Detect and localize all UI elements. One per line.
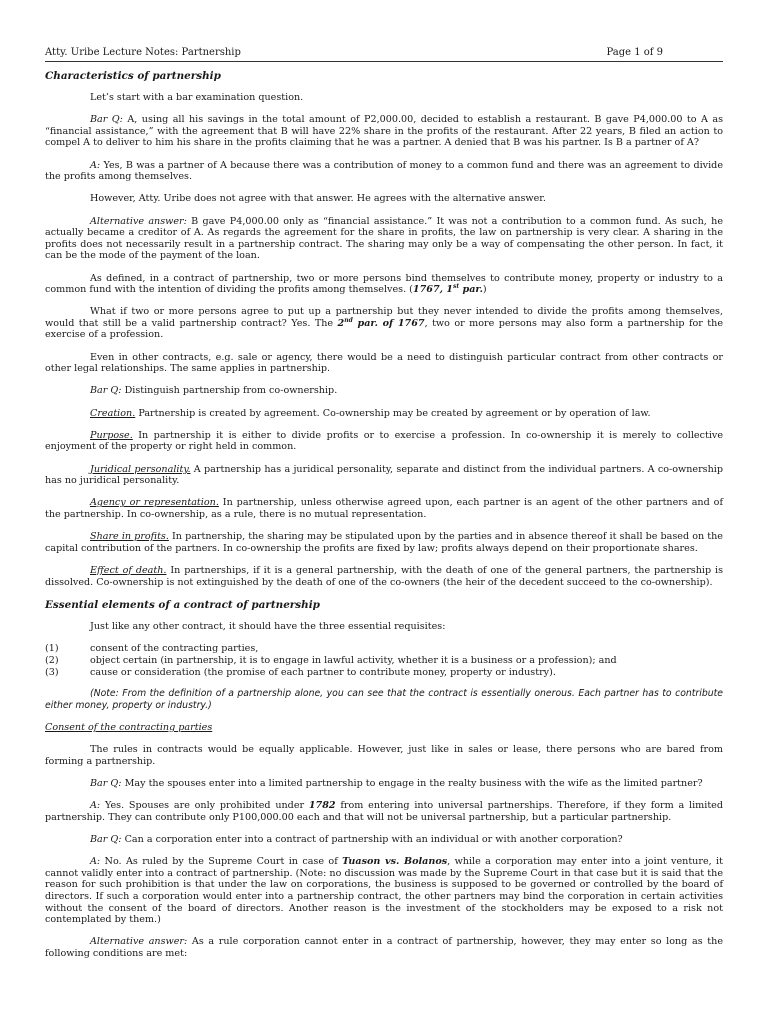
paragraph-bar-question-3: Bar Q: May the spouses enter into a limited partnership to engage in the realty business with the wife as the limited partner? xyxy=(90,778,703,790)
answer-text: Yes, B was a partner of A because there was a contribution of money to a common fund and there was an agreement to divide the profits among themselves. xyxy=(45,159,723,183)
case-citation: Tuason vs. Bolanos xyxy=(342,856,448,868)
distinction-purpose: Purpose. In partnership it is either to divide profits or to exercise a profession. In co-ownership it is merely to collective enjoyment of the property or right held in common. xyxy=(45,429,723,453)
article-citation: 1782 xyxy=(308,800,336,812)
section-heading-characteristics: Characteristics of partnership xyxy=(45,70,221,82)
bar-q-label: Bar Q: xyxy=(90,114,123,126)
definition-citation: 1767, 1st par. xyxy=(412,282,483,296)
paragraph-however: However, Atty. Uribe does not agree with that answer. He agrees with the alternative answer. xyxy=(90,193,546,205)
paragraph-bar-question-4: Bar Q: Can a corporation enter into a contract of partnership with an individual or with another corporation? xyxy=(90,834,623,846)
paragraph-what-if: What if two or more persons agree to put up a partnership but they never intended to divide the profits among themselves, would that still be a valid partnership contract? Yes. The 2nd par. of 1767, two or more persons may also form a partnership for the exercise of a profession. xyxy=(45,306,724,341)
paragraph-answer-4: A: No. As ruled by the Supreme Court in case of Tuason vs. Bolanos, while a corporation may enter into a joint venture, it cannot validly enter into a contract of partnership. (Note: no discussion was made by the Supreme Court in that case but it is said that the reason for such prohibition is that under the law on corporations, the business is supposed to be governed or controlled by the board of directors. If such a corporation would enter into a partnership contract, the other partners may bind the corporation in certain activities without the consent of the board of directors. Another reason is the investment of the stockholders may be exposed to a risk not contemplated by them.) xyxy=(45,856,723,926)
paragraph-bar-question-1 xyxy=(45,114,723,149)
header-title: Atty. Uribe Lecture Notes: Partnership xyxy=(45,47,241,58)
paragraph-definition: As defined, in a contract of partnership, two or more persons bind themselves to contribute money, property or industry to a common fund with the intention of dividing the profits among themselves. (1767, 1st par.) xyxy=(45,272,723,296)
what-if-citation: 2nd par. of 1767 xyxy=(337,316,425,329)
paragraph-intro: Let’s start with a bar examination question. xyxy=(90,92,304,103)
paragraph-requisites-intro: Just like any other contract, it should have the three essential requisites: xyxy=(90,620,446,632)
paragraph-alternative-answer-2: Alternative answer: As a rule corporation cannot enter in a contract of partnership, however, they may enter so long as the following conditions are met: xyxy=(45,936,723,959)
what-if-text: What if two or more persons agree to put up a partnership but they never intended to divide the profits among themselves, would that still be a valid partnership contract? Yes. The xyxy=(45,306,723,329)
answer-label: A: xyxy=(90,159,101,171)
list-item: (1) consent of the contracting parties, xyxy=(45,642,259,654)
paragraph-answer-3: A: Yes. Spouses are only prohibited under 1782 from entering into universal partnerships. Therefore, if they form a limited partnership. They can contribute only P100,000.00 each and that will not be universal partnership, but a particular partnership. xyxy=(45,800,723,823)
alt-answer-label: Alternative answer: xyxy=(90,215,187,227)
paragraph-other-contracts: Even in other contracts, e.g. sale or agency, there would be a need to distinguish particular contract from other contracts or other legal relationships. The same applies in partnership. xyxy=(45,351,723,375)
requisites-list xyxy=(45,643,723,678)
paragraph-rules: The rules in contracts would be equally applicable. However, just like in sales or lease, there persons who are bared from forming a partnership. xyxy=(45,744,723,767)
distinction-creation: Creation. Partnership is created by agreement. Co-ownership may be created by agreement or by operation of law. xyxy=(90,407,651,419)
header-rule xyxy=(45,61,723,62)
alt-answer-text: B gave P4,000.00 only as “financial assistance.” It was not a contribution to a common fund. As such, he actually became a creditor of A. As regards the agreement for the share in profits, the law on partnership is very clear. A sharing in the profits does not necessarily result in a partnership contract. The sharing may only be a way of compensating the other person. In fact, it can be the mode of the payment of the loan. xyxy=(45,215,723,262)
paragraph-alternative-answer xyxy=(45,216,723,262)
paragraph-note: (Note: From the definition of a partnership alone, you can see that the contract is essentially onerous. Each partner has to contribute either money, property or industry.) xyxy=(45,688,723,711)
distinction-agency: Agency or representation. In partnership, unless otherwise agreed upon, each partner is an agent of the other partners and of the partnership. In co-ownership, as a rule, there is no mutual representation. xyxy=(45,497,723,520)
definition-text: As defined, in a contract of partnership, two or more persons bind themselves to contribute money, property or industry to a common fund with the intention of dividing the profits among themselves. ( xyxy=(45,272,723,296)
distinction-effect-of-death: Effect of death. In partnerships, if it is a general partnership, with the death of one of the general partners, the partnership is dissolved. Co-ownership is not extinguished by the death of one of the co-owners (the heir of the decedent succeed to the co-ownership). xyxy=(45,564,723,588)
page-header xyxy=(45,46,723,60)
list-item: (2) object certain (in partnership, it is to engage in lawful activity, whether it is a business or a profession); and xyxy=(45,654,617,666)
subheading-consent: Consent of the contracting parties xyxy=(45,722,213,734)
paragraph-answer-1 xyxy=(45,160,723,183)
bar-q2-text: Distinguish partnership from co-ownership. xyxy=(121,385,338,397)
paragraph-bar-question-2 xyxy=(45,385,723,397)
distinction-share-in-profits: Share in profits. In partnership, the sharing may be stipulated upon by the parties and in absence thereof it shall be based on the capital contribution of the partners. In co-ownership the profits are fixed by law; profits always depend on their proportionate shares. xyxy=(45,531,723,554)
list-item: (3) cause or consideration (the promise of each partner to contribute money, property or industry). xyxy=(45,666,556,678)
document-body xyxy=(45,70,723,970)
bar-q-text: A, using all his savings in the total amount of P2,000.00, decided to establish a restaurant. B gave P4,000.00 to A as “financial assistance,” with the agreement that B will have 22% share in the profits of the restaurant. After 22 years, B filed an action to compel A to deliver to him his share in the profits claiming that he was a partner. A denied that B was his partner. Is B a partner of A? xyxy=(45,114,723,149)
section-heading-essential-elements: Essential elements of a contract of partnership xyxy=(45,598,320,611)
distinction-juridical-personality: Juridical personality. A partnership has a juridical personality, separate and distinct from the individual partners. A co-ownership has no juridical personality. xyxy=(45,463,723,487)
bar-q2-label: Bar Q: xyxy=(90,385,122,397)
page-number: Page 1 of 9 xyxy=(606,47,663,58)
